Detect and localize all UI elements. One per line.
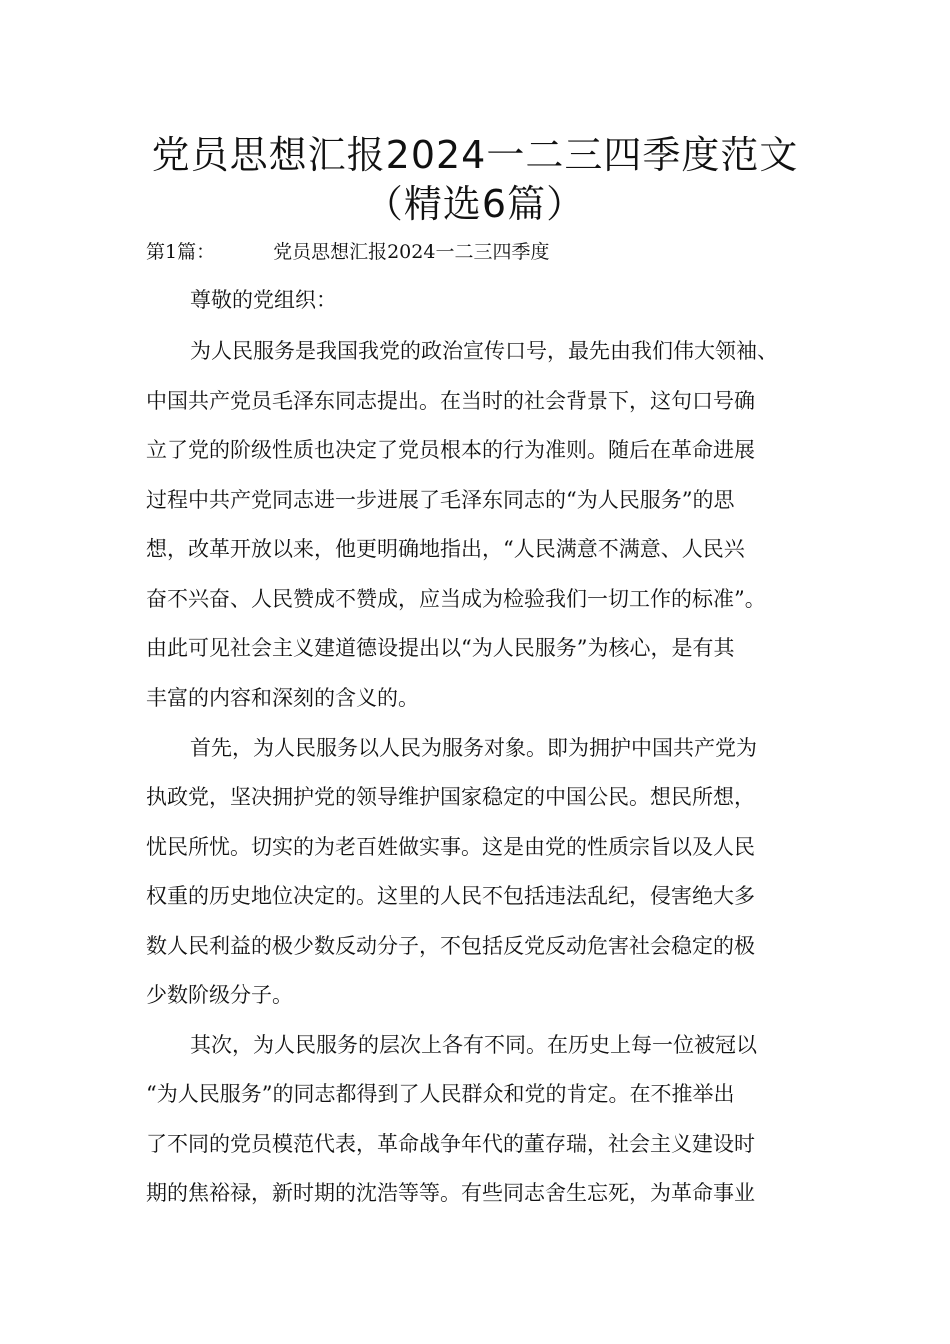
paragraph-line: 权重的历史地位决定的。这里的人民不包括违法乱纪，侵害绝大多: [146, 884, 755, 908]
salutation: 尊敬的党组织：: [190, 288, 337, 312]
paragraph-line: 中国共产党员毛泽东同志提出。在当时的社会背景下，这句口号确: [146, 389, 755, 413]
section-label: 第1篇：: [146, 241, 216, 263]
paragraph-line: 奋不兴奋、人民赞成不赞成，应当成为检验我们一切工作的标准”。: [146, 587, 766, 611]
paragraph-line: 忧民所忧。切实的为老百姓做实事。这是由党的性质宗旨以及人民: [146, 835, 755, 859]
paragraph-line: 了不同的党员模范代表，革命战争年代的董存瑞，社会主义建设时: [146, 1132, 755, 1156]
section-heading: [146, 238, 549, 266]
paragraph-line: “为人民服务”的同志都得到了人民群众和党的肯定。在不推举出: [146, 1082, 735, 1106]
paragraph-line: 数人民利益的极少数反动分子，不包括反党反动危害社会稳定的极: [146, 934, 755, 958]
paragraph-line: 首先，为人民服务以人民为服务对象。即为拥护中国共产党为: [190, 736, 757, 760]
document-title-line-1: 党员思想汇报2024一二三四季度范文: [151, 133, 799, 177]
paragraph-line: 为人民服务是我国我党的政治宣传口号，最先由我们伟大领袖、: [190, 339, 778, 363]
paragraph-line: 期的焦裕禄，新时期的沈浩等等。有些同志舍生忘死，为革命事业: [146, 1181, 755, 1205]
paragraph-line: 执政党，坚决拥护党的领导维护国家稳定的中国公民。想民所想，: [146, 785, 755, 809]
paragraph-line: 过程中共产党同志进一步进展了毛泽东同志的“为人民服务”的思: [146, 488, 735, 512]
paragraph-line: 其次，为人民服务的层次上各有不同。在历史上每一位被冠以: [190, 1033, 757, 1057]
paragraph-line: 由此可见社会主义建道德设提出以“为人民服务”为核心，是有其: [146, 636, 735, 660]
paragraph-line: 少数阶级分子。: [146, 983, 293, 1007]
paragraph-line: 丰富的内容和深刻的含义的。: [146, 686, 419, 710]
paragraph-line: 想，改革开放以来，他更明确地指出，“人民满意不满意、人民兴: [146, 537, 745, 561]
section-title: 党员思想汇报2024一二三四季度: [273, 241, 550, 263]
paragraph-line: 立了党的阶级性质也决定了党员根本的行为准则。随后在革命进展: [146, 438, 755, 462]
document-title-line-2: （精选6篇）: [364, 182, 586, 226]
